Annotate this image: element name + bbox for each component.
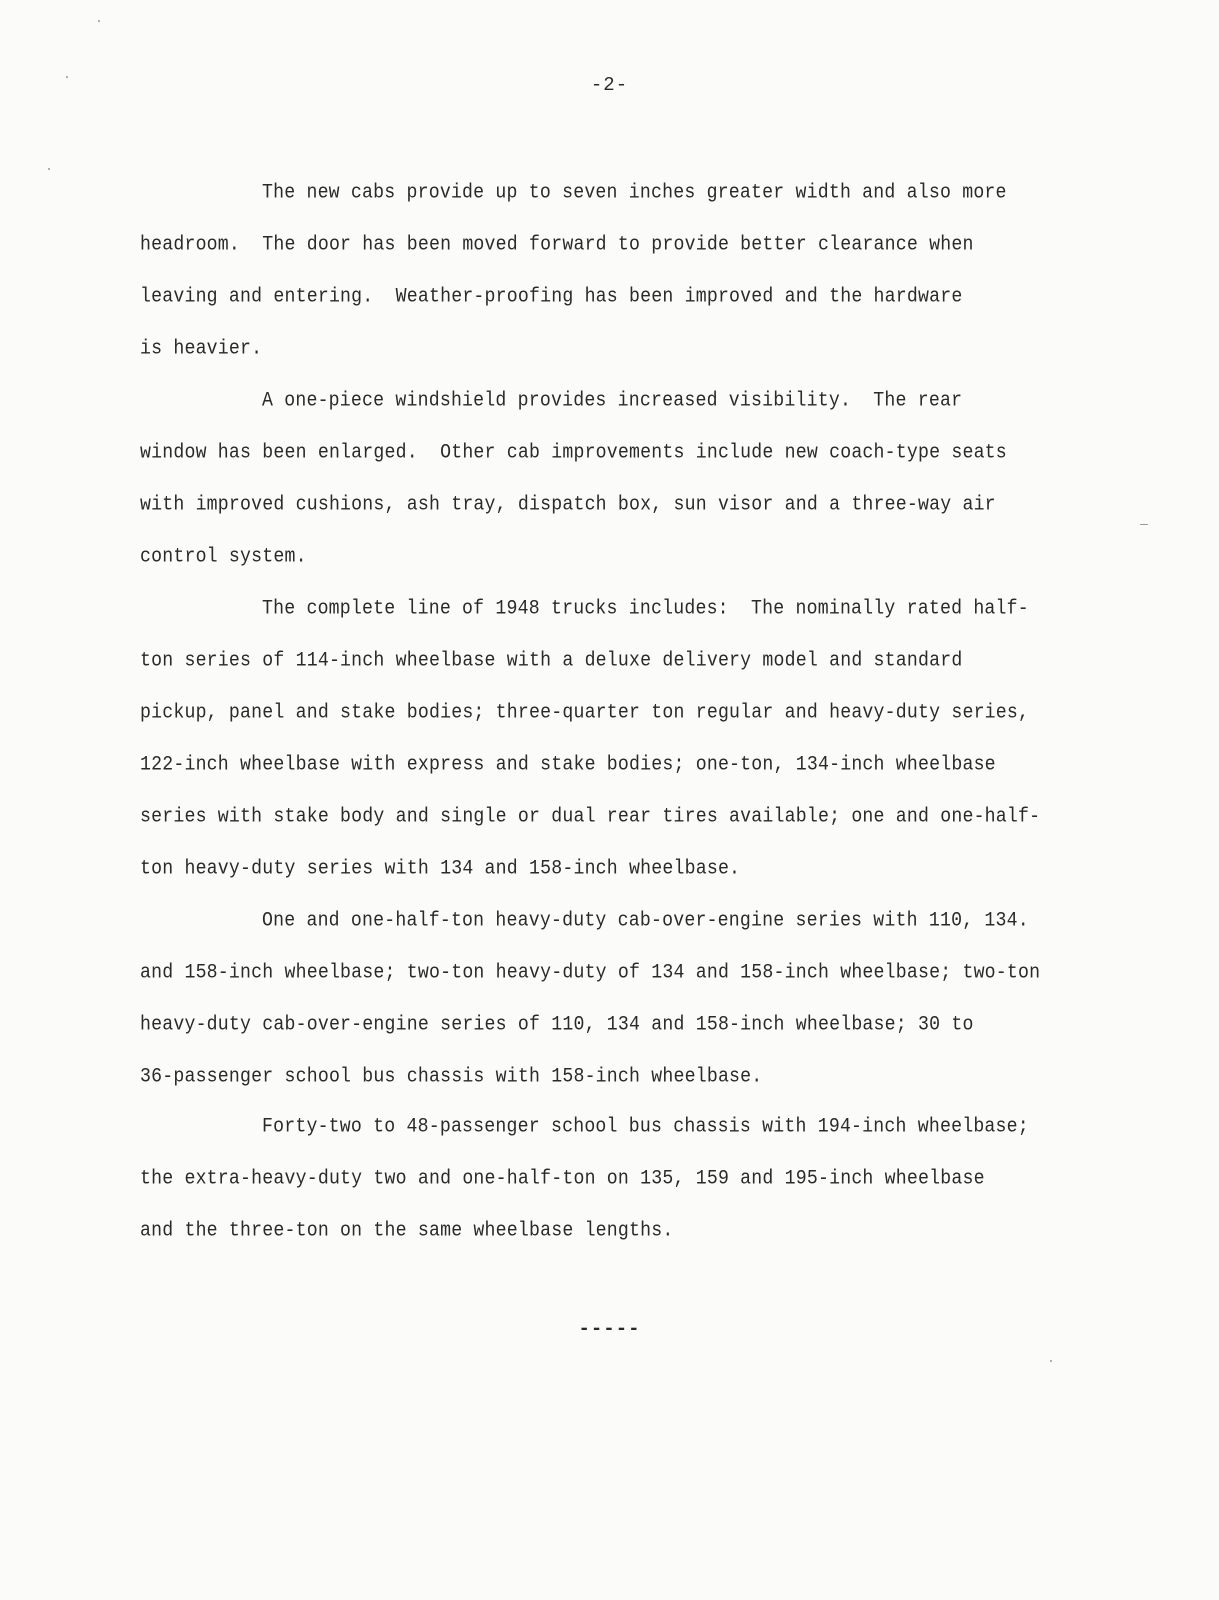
text-line: 36-passenger school bus chassis with 158-inch wheelbase. <box>140 1066 763 1089</box>
text-line: A one-piece windshield provides increased visibility. The rear <box>262 390 963 413</box>
text-line: headroom. The door has been moved forward to provide better clearance when <box>140 234 974 257</box>
text-line: The new cabs provide up to seven inches greater width and also more <box>262 182 1007 205</box>
scan-speck <box>98 20 100 22</box>
text-line: Forty-two to 48-passenger school bus chassis with 194-inch wheelbase; <box>262 1116 1029 1139</box>
text-line: heavy-duty cab-over-engine series of 110, 134 and 158-inch wheelbase; 30 to <box>140 1014 974 1037</box>
scan-speck <box>66 76 68 78</box>
text-line: pickup, panel and stake bodies; three-quarter ton regular and heavy-duty series, <box>140 702 1030 725</box>
text-line: 122-inch wheelbase with express and stake bodies; one-ton, 134-inch wheelbase <box>140 754 996 777</box>
scan-speck <box>1140 524 1148 525</box>
text-line: control system. <box>140 546 307 569</box>
text-line: and 158-inch wheelbase; two-ton heavy-duty of 134 and 158-inch wheelbase; two-ton <box>140 962 1041 985</box>
text-line: and the three-ton on the same wheelbase lengths. <box>140 1220 674 1243</box>
text-line: is heavier. <box>140 338 263 361</box>
text-line: window has been enlarged. Other cab improvements include new coach-type seats <box>140 442 1007 465</box>
text-line: with improved cushions, ash tray, dispatch box, sun visor and a three-way air <box>140 494 996 517</box>
text-line: leaving and entering. Weather-proofing has been improved and the hardware <box>140 286 963 309</box>
scan-speck <box>1050 1360 1052 1362</box>
page-number: -2- <box>590 74 629 96</box>
text-line: One and one-half-ton heavy-duty cab-over-engine series with 110, 134. <box>262 910 1029 933</box>
end-of-document-mark: ----- <box>578 1318 641 1340</box>
text-line: The complete line of 1948 trucks includes: The nominally rated half- <box>262 598 1029 621</box>
text-line: ton series of 114-inch wheelbase with a deluxe delivery model and standard <box>140 650 963 673</box>
text-line: series with stake body and single or dual rear tires available; one and one-half- <box>140 806 1041 829</box>
text-line: ton heavy-duty series with 134 and 158-inch wheelbase. <box>140 858 741 881</box>
scan-speck <box>48 168 50 170</box>
text-line: the extra-heavy-duty two and one-half-ton on 135, 159 and 195-inch wheelbase <box>140 1168 985 1191</box>
